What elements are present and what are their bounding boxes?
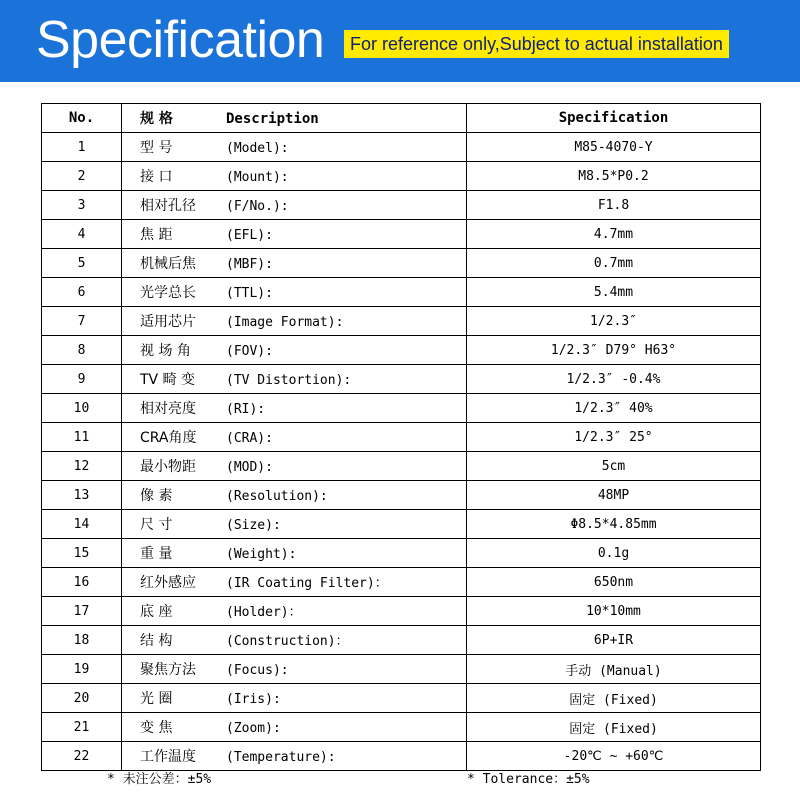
row-description-cn: 工作温度 bbox=[140, 749, 196, 765]
table-row bbox=[42, 539, 761, 568]
row-description-cn: 适用芯片 bbox=[140, 314, 196, 330]
row-specification: M8.5*P0.2 bbox=[467, 162, 761, 191]
table-row bbox=[42, 742, 761, 771]
row-description-cn: 光 圈 bbox=[140, 691, 173, 707]
row-description-en: (Size): bbox=[226, 518, 281, 533]
footer-tolerance-cn: * 未注公差：±5% bbox=[107, 772, 212, 787]
row-description-cn: TV 畸 变 bbox=[140, 372, 196, 388]
row-description-en: (RI): bbox=[226, 402, 266, 417]
row-description bbox=[122, 191, 467, 220]
row-specification: 1/2.3″ 40% bbox=[467, 394, 761, 423]
row-description-en: (Iris): bbox=[226, 692, 281, 707]
row-description-en: (Focus): bbox=[226, 663, 289, 678]
reference-note: For reference only,Subject to actual installation bbox=[344, 30, 729, 58]
row-description-en: (MBF): bbox=[226, 257, 273, 272]
table-row bbox=[42, 626, 761, 655]
header-banner bbox=[0, 0, 800, 82]
row-description bbox=[122, 481, 467, 510]
row-description-cn: 红外感应 bbox=[140, 575, 196, 591]
header-specification: Specification bbox=[467, 104, 761, 133]
row-description-cn: 底 座 bbox=[140, 604, 173, 620]
row-description-en: (Zoom): bbox=[226, 721, 281, 736]
row-specification: Φ8.5*4.85mm bbox=[467, 510, 761, 539]
row-description-cn: 尺 寸 bbox=[140, 517, 173, 533]
row-description-en: (Construction)： bbox=[226, 634, 349, 649]
table-row bbox=[42, 568, 761, 597]
table-row bbox=[42, 510, 761, 539]
header-description-cn: 规 格 bbox=[140, 111, 173, 127]
row-description-en: (Resolution): bbox=[226, 489, 328, 504]
table-row bbox=[42, 713, 761, 742]
row-description bbox=[122, 655, 467, 684]
table-row bbox=[42, 684, 761, 713]
table-row bbox=[42, 423, 761, 452]
table-row bbox=[42, 307, 761, 336]
row-number: 22 bbox=[42, 742, 122, 771]
row-description-cn: 视 场 角 bbox=[140, 343, 191, 359]
row-description-cn: 相对孔径 bbox=[140, 198, 196, 214]
row-specification: 10*10mm bbox=[467, 597, 761, 626]
table-row bbox=[42, 452, 761, 481]
row-description-cn: 机械后焦 bbox=[140, 256, 196, 272]
row-specification: 5cm bbox=[467, 452, 761, 481]
row-specification: 650nm bbox=[467, 568, 761, 597]
row-description bbox=[122, 713, 467, 742]
row-specification: 手动 (Manual) bbox=[467, 655, 761, 684]
row-description-en: (Weight): bbox=[226, 547, 297, 562]
row-number: 7 bbox=[42, 307, 122, 336]
row-description-en: (Temperature): bbox=[226, 750, 336, 765]
row-description-en: (IR Coating Filter)： bbox=[226, 576, 388, 591]
table-row bbox=[42, 278, 761, 307]
row-specification: 1/2.3″ bbox=[467, 307, 761, 336]
row-description-en: (Holder)： bbox=[226, 605, 302, 620]
row-number: 13 bbox=[42, 481, 122, 510]
row-description bbox=[122, 597, 467, 626]
row-number: 17 bbox=[42, 597, 122, 626]
header-description-en: Description bbox=[226, 111, 319, 127]
row-specification: -20℃ ~ +60℃ bbox=[467, 742, 761, 771]
row-description-cn: 光学总长 bbox=[140, 285, 196, 301]
table-row bbox=[42, 162, 761, 191]
row-number: 4 bbox=[42, 220, 122, 249]
row-description bbox=[122, 626, 467, 655]
row-description bbox=[122, 220, 467, 249]
row-description-cn: 焦 距 bbox=[140, 227, 173, 243]
row-description-en: (Model): bbox=[226, 141, 289, 156]
row-description-en: (F/No.): bbox=[226, 199, 289, 214]
row-number: 15 bbox=[42, 539, 122, 568]
row-description-cn: 聚焦方法 bbox=[140, 662, 196, 678]
row-number: 14 bbox=[42, 510, 122, 539]
row-number: 18 bbox=[42, 626, 122, 655]
specification-table bbox=[41, 103, 761, 771]
table-row bbox=[42, 365, 761, 394]
row-number: 16 bbox=[42, 568, 122, 597]
table-row bbox=[42, 597, 761, 626]
row-description-cn: 结 构 bbox=[140, 633, 173, 649]
row-specification: 48MP bbox=[467, 481, 761, 510]
table-row bbox=[42, 336, 761, 365]
footer-tolerance-en: * Tolerance：±5% bbox=[467, 772, 590, 787]
row-description bbox=[122, 249, 467, 278]
row-description-en: (CRA): bbox=[226, 431, 273, 446]
row-specification: 1/2.3″ -0.4% bbox=[467, 365, 761, 394]
row-number: 21 bbox=[42, 713, 122, 742]
row-number: 11 bbox=[42, 423, 122, 452]
row-description bbox=[122, 568, 467, 597]
row-description-en: (Image Format): bbox=[226, 315, 344, 330]
row-specification: 6P+IR bbox=[467, 626, 761, 655]
row-specification: 1/2.3″ 25° bbox=[467, 423, 761, 452]
header-description bbox=[122, 104, 467, 133]
row-number: 2 bbox=[42, 162, 122, 191]
row-specification: 0.7mm bbox=[467, 249, 761, 278]
row-number: 9 bbox=[42, 365, 122, 394]
row-description-cn: 型 号 bbox=[140, 140, 173, 156]
row-description-cn: 最小物距 bbox=[140, 459, 196, 475]
row-description bbox=[122, 684, 467, 713]
row-description-en: (Mount): bbox=[226, 170, 289, 185]
table-row bbox=[42, 191, 761, 220]
table-row bbox=[42, 394, 761, 423]
row-description-en: (EFL): bbox=[226, 228, 273, 243]
row-specification: M85-4070-Y bbox=[467, 133, 761, 162]
row-description bbox=[122, 423, 467, 452]
row-description bbox=[122, 307, 467, 336]
row-description-cn: 变 焦 bbox=[140, 720, 173, 736]
row-number: 12 bbox=[42, 452, 122, 481]
row-number: 6 bbox=[42, 278, 122, 307]
row-description bbox=[122, 510, 467, 539]
table-row bbox=[42, 220, 761, 249]
row-description bbox=[122, 133, 467, 162]
row-number: 3 bbox=[42, 191, 122, 220]
table-row bbox=[42, 133, 761, 162]
row-description-cn: 相对亮度 bbox=[140, 401, 196, 417]
row-description-en: (TTL): bbox=[226, 286, 273, 301]
row-specification: 固定 (Fixed) bbox=[467, 713, 761, 742]
row-number: 8 bbox=[42, 336, 122, 365]
row-description bbox=[122, 742, 467, 771]
table-row bbox=[42, 481, 761, 510]
row-specification: F1.8 bbox=[467, 191, 761, 220]
row-description bbox=[122, 394, 467, 423]
row-specification: 5.4mm bbox=[467, 278, 761, 307]
row-specification: 0.1g bbox=[467, 539, 761, 568]
row-description-cn: CRA角度 bbox=[140, 430, 197, 446]
row-number: 1 bbox=[42, 133, 122, 162]
row-specification: 1/2.3″ D79° H63° bbox=[467, 336, 761, 365]
row-description-en: (TV Distortion): bbox=[226, 373, 352, 388]
row-description-cn: 像 素 bbox=[140, 488, 173, 504]
row-number: 5 bbox=[42, 249, 122, 278]
header-no: No. bbox=[42, 104, 122, 133]
row-description bbox=[122, 278, 467, 307]
row-description bbox=[122, 162, 467, 191]
row-specification: 4.7mm bbox=[467, 220, 761, 249]
row-number: 19 bbox=[42, 655, 122, 684]
row-description-en: (MOD): bbox=[226, 460, 273, 475]
table-header-row bbox=[42, 104, 761, 133]
row-number: 20 bbox=[42, 684, 122, 713]
row-description-cn: 接 口 bbox=[140, 169, 173, 185]
page-title: Specification bbox=[36, 11, 325, 69]
row-specification: 固定 (Fixed) bbox=[467, 684, 761, 713]
row-description bbox=[122, 336, 467, 365]
table-body bbox=[42, 133, 761, 771]
row-description-cn: 重 量 bbox=[140, 546, 173, 562]
table-row bbox=[42, 655, 761, 684]
row-description bbox=[122, 365, 467, 394]
row-description bbox=[122, 452, 467, 481]
table-row bbox=[42, 249, 761, 278]
row-description-en: (FOV): bbox=[226, 344, 273, 359]
row-description bbox=[122, 539, 467, 568]
row-number: 10 bbox=[42, 394, 122, 423]
